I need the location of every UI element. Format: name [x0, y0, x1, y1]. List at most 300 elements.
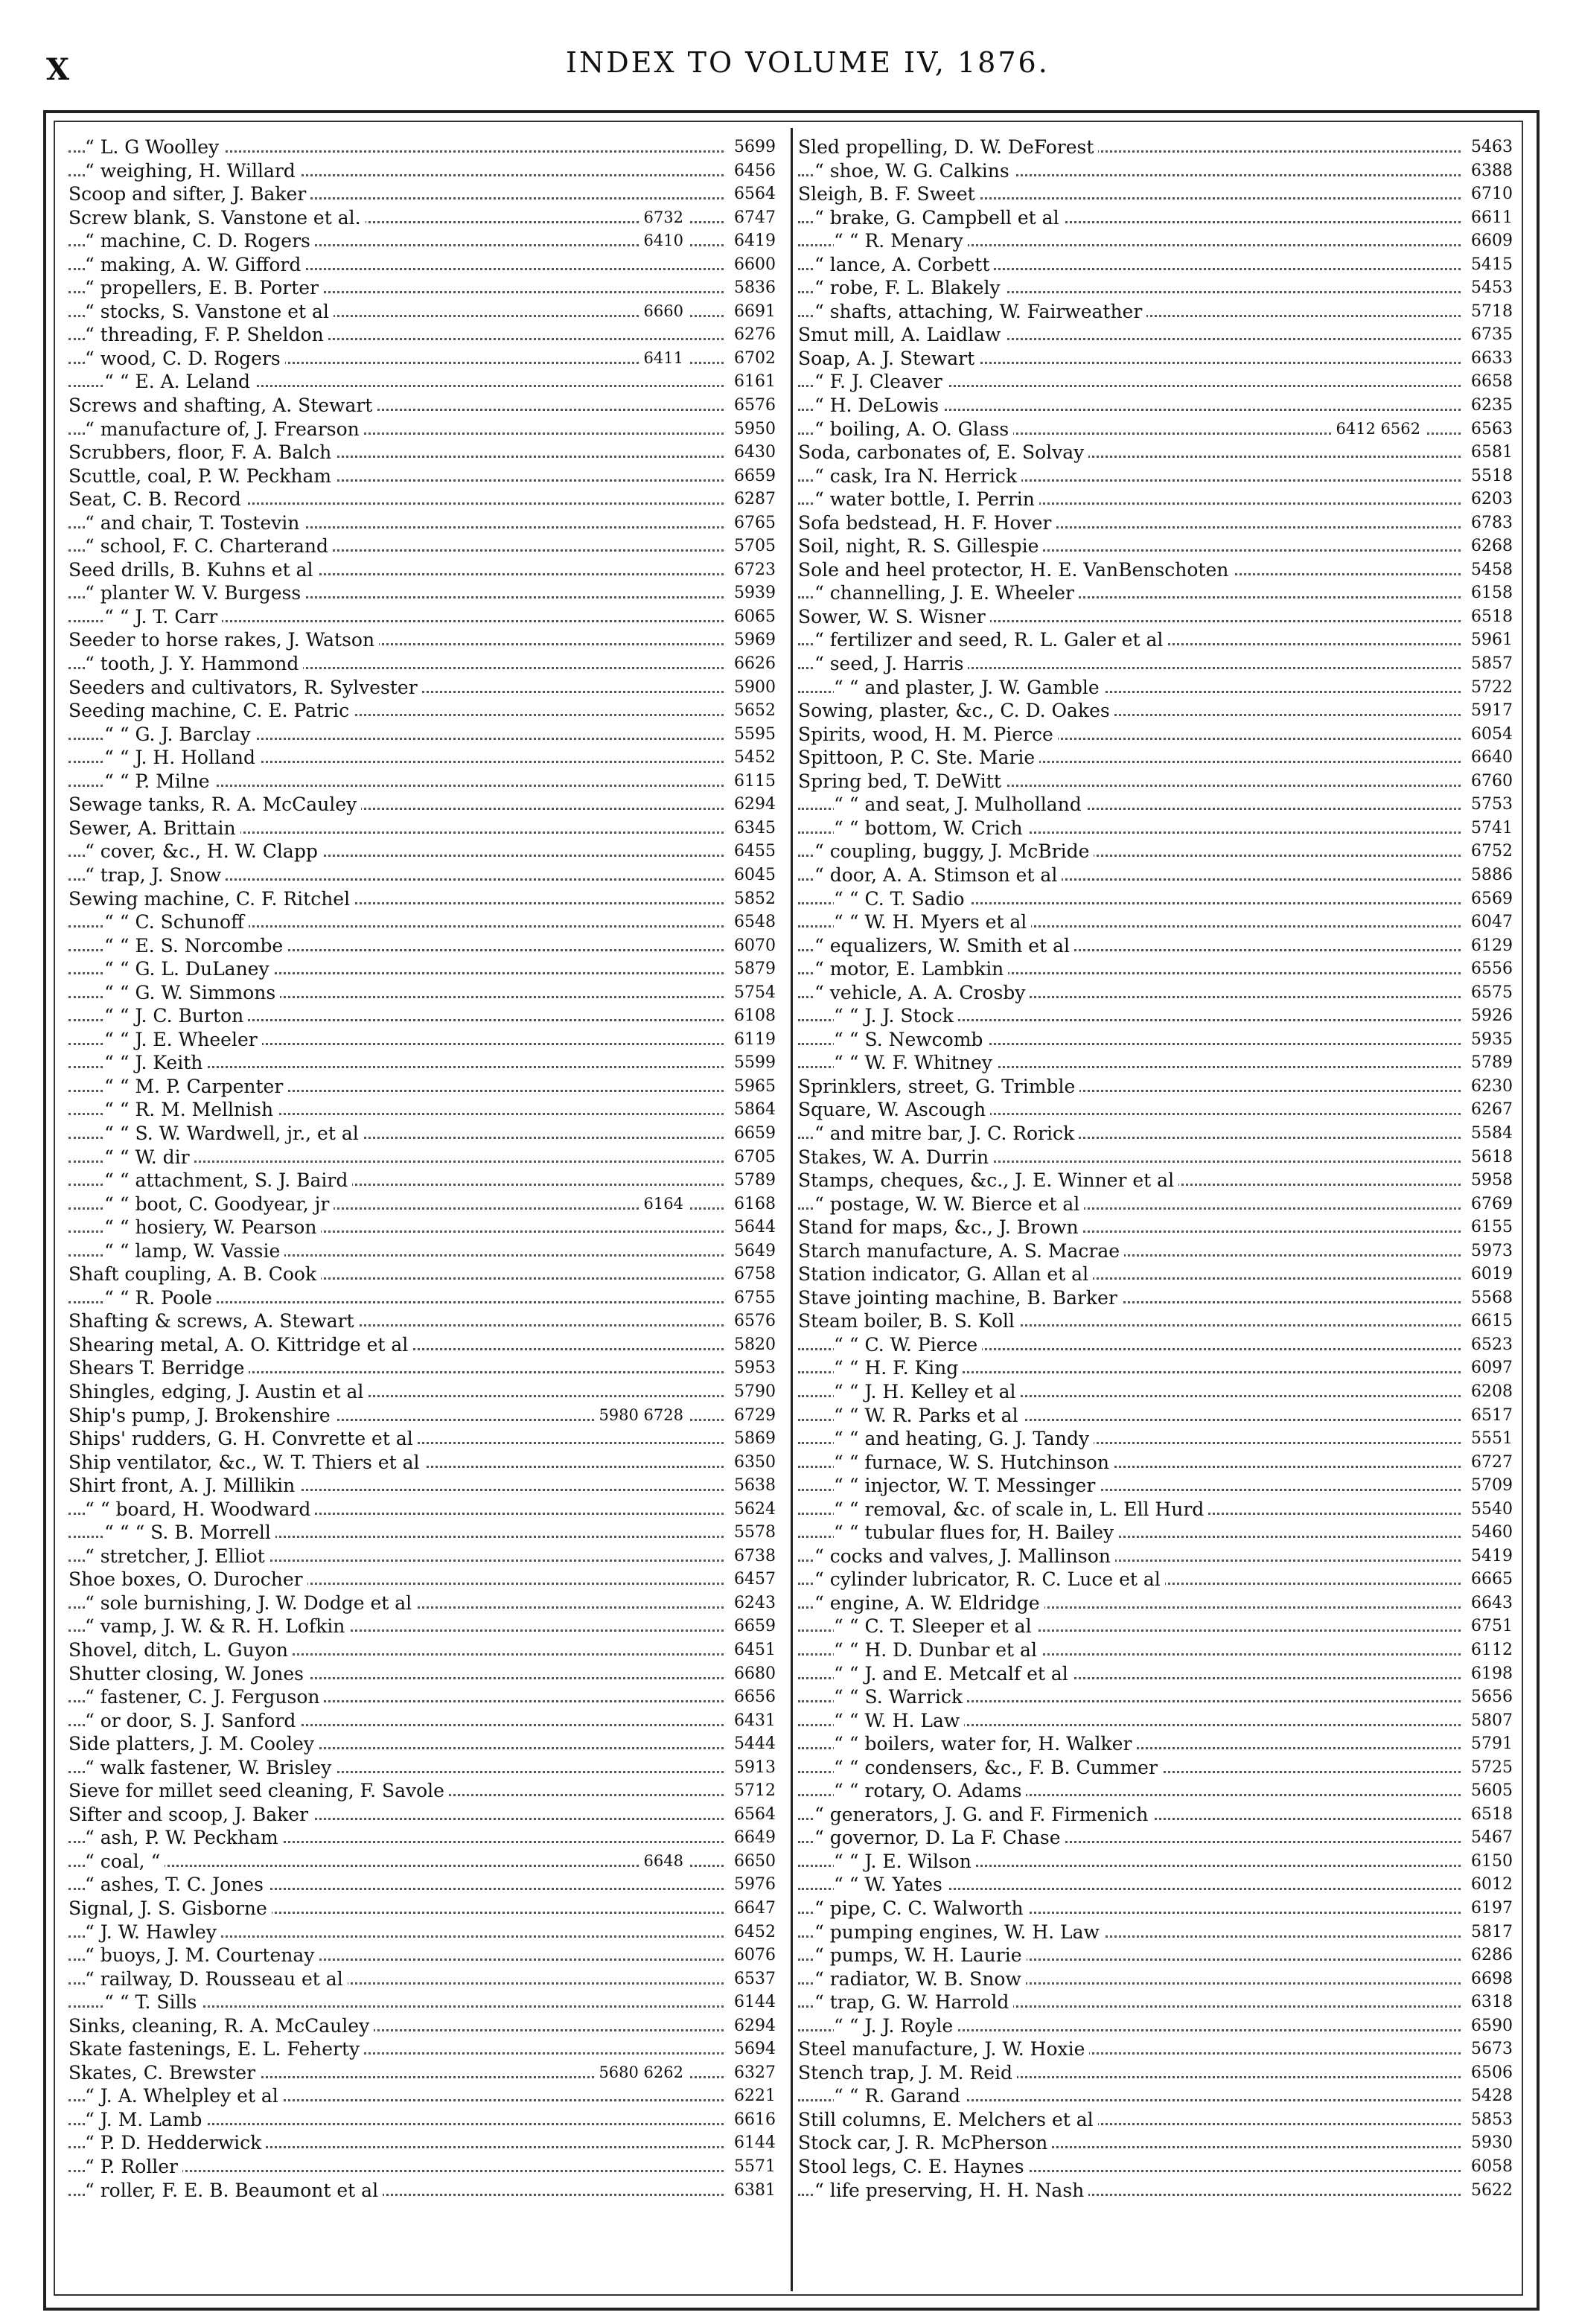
index-entry	[798, 934, 1513, 958]
index-entry	[68, 2084, 776, 2108]
index-entry	[798, 1756, 1513, 1780]
entry-text: Spring bed, T. DeWitt	[798, 770, 1006, 794]
entry-page-number: 5886	[1464, 863, 1513, 887]
index-entry	[798, 347, 1513, 371]
entry-text: “ “ W. Yates	[834, 1873, 947, 1897]
entry-page-number: 6564	[727, 182, 776, 206]
entry-page-number: 6243	[727, 1592, 776, 1615]
entry-text: “ threading, F. P. Sheldon	[85, 323, 328, 347]
entry-page-number: 5444	[727, 1732, 776, 1756]
entry-text: Spirits, wood, H. M. Pierce	[798, 723, 1058, 747]
entry-text: Stock car, J. R. McPherson	[798, 2131, 1052, 2155]
entry-page-number: 6680	[727, 1662, 776, 1686]
entry-text: “ propellers, E. B. Porter	[85, 276, 323, 300]
entry-text: “ trap, G. W. Harrold	[814, 1991, 1013, 2014]
entry-page-number: 5754	[727, 981, 776, 1005]
index-entry	[798, 206, 1513, 230]
entry-page-number: 6517	[1464, 1404, 1513, 1428]
index-entry	[798, 1568, 1513, 1592]
index-entry	[68, 1169, 776, 1193]
index-entry	[798, 699, 1513, 723]
entry-text: “ stocks, S. Vanstone et al	[85, 300, 334, 324]
entry-text: Seeder to horse rakes, J. Watson	[68, 628, 379, 652]
entry-text: “ “ J. J. Stock	[834, 1004, 958, 1028]
entry-text: “ “ and heating, G. J. Tandy	[834, 1427, 1094, 1451]
entry-page-number: 6381	[727, 2179, 776, 2203]
entry-text: “ brake, G. Campbell et al	[814, 206, 1064, 230]
entry-page-number: 5852	[727, 887, 776, 911]
entry-text: “ robe, F. L. Blakely	[814, 276, 1005, 300]
entry-text: Square, W. Ascough	[798, 1098, 990, 1122]
entry-extra-page: 6164	[639, 1193, 688, 1216]
entry-page-number: 5753	[1464, 793, 1513, 817]
entry-text: Starch manufacture, A. S. Macrae	[798, 1239, 1124, 1263]
entry-page-number: 5857	[1464, 652, 1513, 676]
index-entry	[798, 1051, 1513, 1075]
index-entry	[68, 1004, 776, 1028]
entry-text: “ “ removal, &c. of scale in, L. Ell Hurd	[834, 1498, 1208, 1522]
entry-text: “ “ J. E. Wheeler	[104, 1028, 262, 1052]
entry-page-number: 6548	[727, 910, 776, 934]
entry-page-number: 5725	[1464, 1756, 1513, 1780]
entry-text: Shearing metal, A. O. Kittridge et al	[68, 1333, 412, 1357]
entry-text: “ P. Roller	[85, 2155, 182, 2179]
index-entry	[798, 1075, 1513, 1099]
entry-page-number: 6633	[1464, 347, 1513, 371]
index-entry	[68, 1474, 776, 1498]
entry-page-number: 5741	[1464, 817, 1513, 840]
entry-page-number: 5453	[1464, 276, 1513, 300]
entry-text: “ postage, W. W. Bierce et al	[814, 1193, 1084, 1216]
entry-text: “ “ J. H. Holland	[104, 746, 260, 770]
entry-text: Sewer, A. Brittain	[68, 817, 240, 840]
entry-text: Stave jointing machine, B. Barker	[798, 1286, 1122, 1310]
index-entry	[798, 1592, 1513, 1615]
index-entry	[68, 1028, 776, 1052]
entry-text: Sower, W. S. Wisner	[798, 605, 990, 629]
entry-page-number: 6345	[727, 817, 776, 840]
index-entry	[68, 2131, 776, 2155]
index-entry	[68, 2061, 776, 2085]
entry-text: “ governor, D. La F. Chase	[814, 1826, 1065, 1850]
entry-page-number: 6286	[1464, 1944, 1513, 1967]
entry-text: “ fastener, C. J. Ferguson	[85, 1685, 324, 1709]
entry-text: “ “ furnace, W. S. Hutchinson	[834, 1451, 1114, 1475]
index-entry	[68, 746, 776, 770]
entry-extra-page: 6732	[639, 206, 688, 230]
entry-page-number: 5722	[1464, 676, 1513, 700]
index-entry	[798, 2108, 1513, 2132]
entry-text: Sewage tanks, R. A. McCauley	[68, 793, 361, 817]
entry-page-number: 6198	[1464, 1662, 1513, 1686]
entry-text: “ making, A. W. Gifford	[85, 253, 305, 277]
entry-text: “ “ injector, W. T. Messinger	[834, 1474, 1100, 1498]
index-entry	[68, 1098, 776, 1122]
entry-text: “ “ R. Menary	[834, 229, 968, 253]
entry-page-number: 5790	[727, 1380, 776, 1404]
entry-page-number: 5649	[727, 1239, 776, 1263]
entry-text: Still columns, E. Melchers et al	[798, 2108, 1098, 2132]
entry-page-number: 5419	[1464, 1545, 1513, 1568]
entry-page-number: 6287	[727, 488, 776, 511]
entry-text: “ “ G. W. Simmons	[104, 981, 280, 1005]
index-entry	[68, 1427, 776, 1451]
entry-text: “ “ bottom, W. Crich	[834, 817, 1027, 840]
index-entry	[798, 1146, 1513, 1169]
entry-page-number: 5578	[727, 1521, 776, 1545]
entry-page-number: 6659	[727, 1122, 776, 1146]
entry-text: Soil, night, R. S. Gillespie	[798, 534, 1043, 558]
index-entry	[68, 1075, 776, 1099]
entry-page-number: 5568	[1464, 1286, 1513, 1310]
index-entry	[68, 1521, 776, 1545]
entry-page-number: 6747	[727, 206, 776, 230]
entry-text: “ radiator, W. B. Snow	[814, 1967, 1026, 1991]
index-entry	[68, 887, 776, 911]
entry-text: “ “ J. H. Kelley et al	[834, 1380, 1020, 1404]
entry-page-number: 6350	[727, 1451, 776, 1475]
index-entry	[68, 1498, 776, 1522]
entry-text: “ door, A. A. Stimson et al	[814, 863, 1062, 887]
entry-text: Soap, A. J. Stewart	[798, 347, 979, 371]
entry-page-number: 6451	[727, 1638, 776, 1662]
entry-page-number: 5976	[727, 1873, 776, 1897]
index-entry	[798, 628, 1513, 652]
index-entry	[798, 1803, 1513, 1827]
index-entry	[68, 534, 776, 558]
entry-page-number: 6318	[1464, 1991, 1513, 2014]
entry-page-number: 5973	[1464, 1239, 1513, 1263]
index-entry	[798, 1826, 1513, 1850]
index-entry	[68, 1944, 776, 1967]
index-entry	[68, 676, 776, 700]
index-entry	[798, 229, 1513, 253]
entry-text: “ machine, C. D. Rogers	[85, 229, 315, 253]
entry-page-number: 5953	[727, 1356, 776, 1380]
index-entry	[68, 817, 776, 840]
entry-text: Scoop and sifter, J. Baker	[68, 182, 310, 206]
entry-text: Skate fastenings, E. L. Feherty	[68, 2037, 364, 2061]
entry-page-number: 6431	[727, 1709, 776, 1733]
entry-text: Sewing machine, C. F. Ritchel	[68, 887, 354, 911]
entry-text: Stakes, W. A. Durrin	[798, 1146, 993, 1169]
entry-page-number: 5618	[1464, 1146, 1513, 1169]
entry-text: “ J. W. Hawley	[85, 1921, 221, 1944]
index-entry	[798, 605, 1513, 629]
entry-page-number: 6430	[727, 441, 776, 465]
index-entry	[68, 1051, 776, 1075]
index-entry	[798, 1709, 1513, 1733]
index-entry	[68, 1451, 776, 1475]
entry-text: Side platters, J. M. Cooley	[68, 1732, 319, 1756]
index-entry	[68, 511, 776, 535]
index-entry	[798, 253, 1513, 277]
index-entry	[68, 1262, 776, 1286]
index-entry	[798, 1991, 1513, 2014]
index-entry	[798, 1779, 1513, 1803]
entry-text: Sifter and scoop, J. Baker	[68, 1803, 313, 1827]
entry-page-number: 6643	[1464, 1592, 1513, 1615]
entry-text: “ F. J. Cleaver	[814, 370, 947, 394]
entry-text: “ school, F. C. Charterand	[85, 534, 333, 558]
entry-page-number: 6616	[727, 2108, 776, 2132]
entry-page-number: 5807	[1464, 1709, 1513, 1733]
entry-page-number: 6581	[1464, 441, 1513, 465]
entry-page-number: 5789	[1464, 1051, 1513, 1075]
entry-page-number: 6045	[727, 863, 776, 887]
entry-text: “ trap, J. Snow	[85, 863, 226, 887]
entry-text: “ “ C. Schunoff	[104, 910, 249, 934]
index-entry	[68, 1122, 776, 1146]
entry-page-number: 5595	[727, 723, 776, 747]
index-entry	[68, 1709, 776, 1733]
entry-page-number: 6569	[1464, 887, 1513, 911]
index-entry	[798, 887, 1513, 911]
index-entry	[798, 1521, 1513, 1545]
index-entry	[798, 418, 1513, 441]
index-entry	[68, 1333, 776, 1357]
index-entry	[798, 1356, 1513, 1380]
entry-page-number: 5518	[1464, 465, 1513, 488]
index-entry	[68, 957, 776, 981]
entry-page-number: 6765	[727, 511, 776, 535]
entry-page-number: 6065	[727, 605, 776, 629]
entry-page-number: 6294	[727, 793, 776, 817]
index-entry	[68, 1756, 776, 1780]
entry-text: “ “ hosiery, W. Pearson	[104, 1216, 321, 1239]
index-entry	[798, 1028, 1513, 1052]
entry-page-number: 6647	[727, 1897, 776, 1921]
index-entry	[798, 1474, 1513, 1498]
entry-page-number: 5644	[727, 1216, 776, 1239]
index-entry	[68, 1356, 776, 1380]
index-entry	[68, 699, 776, 723]
index-entry	[798, 2179, 1513, 2203]
index-entry	[798, 394, 1513, 418]
index-entry	[68, 1921, 776, 1944]
entry-text: Ship ventilator, &c., W. T. Thiers et al	[68, 1451, 424, 1475]
index-entry	[798, 135, 1513, 159]
entry-page-number: 5584	[1464, 1122, 1513, 1146]
entry-text: Seeding machine, C. E. Patric	[68, 699, 354, 723]
index-entry	[798, 1427, 1513, 1451]
entry-page-number: 6168	[727, 1193, 776, 1216]
index-entry	[798, 323, 1513, 347]
entry-page-number: 6640	[1464, 746, 1513, 770]
entry-page-number: 6076	[727, 1944, 776, 1967]
left-index-column	[68, 135, 776, 2202]
entry-text: “ “ S. W. Wardwell, jr., et al	[104, 1122, 363, 1146]
entry-text: Shingles, edging, J. Austin et al	[68, 1380, 368, 1404]
index-entry	[798, 2155, 1513, 2179]
index-entry	[68, 1967, 776, 1991]
index-entry	[68, 1239, 776, 1263]
entry-page-number: 6108	[727, 1004, 776, 1028]
entry-text: Seeders and cultivators, R. Sylvester	[68, 676, 422, 700]
entry-text: “ manufacture of, J. Frearson	[85, 418, 364, 441]
entry-text: “ pumps, W. H. Laurie	[814, 1944, 1027, 1967]
entry-text: “ life preserving, H. H. Nash	[814, 2179, 1088, 2203]
entry-page-number: 6576	[727, 1309, 776, 1333]
entry-page-number: 5705	[727, 534, 776, 558]
entry-text: “ “ E. S. Norcombe	[104, 934, 287, 958]
entry-text: “ buoys, J. M. Courtenay	[85, 1944, 319, 1967]
entry-text: “ engine, A. W. Eldridge	[814, 1592, 1044, 1615]
entry-text: Shafting & screws, A. Stewart	[68, 1309, 359, 1333]
index-entry	[798, 723, 1513, 747]
index-entry	[68, 1615, 776, 1638]
index-entry	[68, 182, 776, 206]
entry-text: “ “ H. F. King	[834, 1356, 963, 1380]
entry-page-number: 6518	[1464, 1803, 1513, 1827]
entry-text: “ “ J. C. Burton	[104, 1004, 248, 1028]
entry-page-number: 5540	[1464, 1498, 1513, 1522]
entry-page-number: 5428	[1464, 2084, 1513, 2108]
page-letter: X	[46, 52, 71, 87]
index-entry	[68, 2014, 776, 2038]
entry-page-number: 6691	[727, 300, 776, 324]
index-entry	[68, 1803, 776, 1827]
entry-page-number: 6665	[1464, 1568, 1513, 1592]
index-entry	[798, 1004, 1513, 1028]
entry-page-number: 6563	[1464, 418, 1513, 441]
entry-page-number: 6752	[1464, 840, 1513, 863]
entry-text: “ coal, “	[85, 1850, 165, 1874]
index-entry	[798, 981, 1513, 1005]
index-entry	[798, 1545, 1513, 1568]
index-entry	[798, 957, 1513, 981]
entry-text: “ “ condensers, &c., F. B. Cummer	[834, 1756, 1162, 1780]
entry-text: “ sole burnishing, J. W. Dodge et al	[85, 1592, 416, 1615]
entry-page-number: 6659	[727, 1615, 776, 1638]
index-entry	[798, 159, 1513, 183]
entry-text: “ equalizers, W. Smith et al	[814, 934, 1074, 958]
index-entry	[68, 1309, 776, 1333]
index-entry	[798, 2037, 1513, 2061]
entry-extra-page: 5980 6728	[594, 1404, 688, 1428]
index-entry	[798, 1098, 1513, 1122]
entry-extra-page: 6412 6562	[1331, 418, 1425, 441]
entry-text: “ “ lamp, W. Vassie	[104, 1239, 284, 1263]
index-entry	[68, 1991, 776, 2014]
entry-text: “ L. G Woolley	[85, 135, 223, 159]
entry-page-number: 6506	[1464, 2061, 1513, 2085]
entry-page-number: 6649	[727, 1826, 776, 1850]
entry-page-number: 5718	[1464, 300, 1513, 324]
entry-page-number: 6611	[1464, 206, 1513, 230]
index-entry	[798, 770, 1513, 794]
index-entry	[798, 1309, 1513, 1333]
entry-text: “ “ “ S. B. Morrell	[104, 1521, 275, 1545]
index-entry	[68, 770, 776, 794]
index-entry	[798, 1122, 1513, 1146]
entry-text: “ seed, J. Harris	[814, 652, 968, 676]
index-entry	[68, 229, 776, 253]
entry-page-number: 6556	[1464, 957, 1513, 981]
index-entry	[68, 418, 776, 441]
index-entry	[68, 863, 776, 887]
entry-page-number: 5817	[1464, 1921, 1513, 1944]
entry-text: Sowing, plaster, &c., C. D. Oakes	[798, 699, 1114, 723]
index-entry	[798, 1732, 1513, 1756]
index-entry	[798, 2131, 1513, 2155]
entry-text: “ “ C. W. Pierce	[834, 1333, 982, 1357]
entry-page-number: 6600	[727, 253, 776, 277]
index-entry	[68, 1779, 776, 1803]
entry-text: “ coupling, buggy, J. McBride	[814, 840, 1094, 863]
index-entry	[798, 182, 1513, 206]
entry-page-number: 5599	[727, 1051, 776, 1075]
entry-text: “ weighing, H. Willard	[85, 159, 300, 183]
entry-text: “ “ C. T. Sleeper et al	[834, 1615, 1036, 1638]
entry-page-number: 5864	[727, 1098, 776, 1122]
index-entry	[68, 1850, 776, 1874]
entry-text: “ “ E. A. Leland	[104, 370, 255, 394]
entry-text: “ shafts, attaching, W. Fairweather	[814, 300, 1146, 324]
entry-text: “ boiling, A. O. Glass	[814, 418, 1013, 441]
entry-page-number: 6760	[1464, 770, 1513, 794]
entry-text: “ “ S. Newcomb	[834, 1028, 987, 1052]
entry-text: Smut mill, A. Laidlaw	[798, 323, 1005, 347]
entry-text: Sieve for millet seed cleaning, F. Savole	[68, 1779, 449, 1803]
entry-page-number: 5463	[1464, 135, 1513, 159]
entry-text: “ or door, S. J. Sanford	[85, 1709, 300, 1733]
entry-text: Screw blank, S. Vanstone et al.	[68, 206, 366, 230]
entry-page-number: 6710	[1464, 182, 1513, 206]
index-entry	[798, 1262, 1513, 1286]
entry-text: “ J. A. Whelpley et al	[85, 2084, 283, 2108]
entry-text: “ “ and seat, J. Mulholland	[834, 793, 1086, 817]
entry-text: “ “ rotary, O. Adams	[834, 1779, 1026, 1803]
index-entry	[798, 1873, 1513, 1897]
index-entry	[798, 1169, 1513, 1193]
index-entry	[68, 441, 776, 465]
entry-text: “ tooth, J. Y. Hammond	[85, 652, 303, 676]
entry-text: Spittoon, P. C. Ste. Marie	[798, 746, 1039, 770]
entry-extra-page: 6410	[639, 229, 688, 253]
entry-text: “ “ W. dir	[104, 1146, 194, 1169]
entry-page-number: 6268	[1464, 534, 1513, 558]
entry-extra-page: 6660	[639, 300, 688, 324]
index-entry	[798, 1498, 1513, 1522]
index-entry	[68, 1873, 776, 1897]
entry-page-number: 6097	[1464, 1356, 1513, 1380]
entry-page-number: 5935	[1464, 1028, 1513, 1052]
entry-page-number: 6650	[727, 1850, 776, 1874]
entry-text: “ lance, A. Corbett	[814, 253, 994, 277]
index-entry	[68, 1216, 776, 1239]
index-entry	[798, 1921, 1513, 1944]
entry-page-number: 6047	[1464, 910, 1513, 934]
entry-text: “ “ boot, C. Goodyear, jr	[104, 1193, 334, 1216]
index-entry	[798, 2061, 1513, 2085]
entry-page-number: 6294	[727, 2014, 776, 2038]
entry-page-number: 6698	[1464, 1967, 1513, 1991]
index-entry	[798, 558, 1513, 582]
entry-text: Stamps, cheques, &c., J. E. Winner et al	[798, 1169, 1178, 1193]
entry-page-number: 6702	[727, 347, 776, 371]
index-entry	[798, 652, 1513, 676]
entry-page-number: 6019	[1464, 1262, 1513, 1286]
entry-text: “ “ attachment, S. J. Baird	[104, 1169, 352, 1193]
entry-page-number: 6729	[727, 1404, 776, 1428]
entry-text: “ cylinder lubricator, R. C. Luce et al	[814, 1568, 1165, 1592]
entry-page-number: 6267	[1464, 1098, 1513, 1122]
entry-text: “ cocks and valves, J. Mallinson	[814, 1545, 1115, 1568]
entry-text: Shoe boxes, O. Durocher	[68, 1568, 307, 1592]
entry-page-number: 6755	[727, 1286, 776, 1310]
column-divider	[791, 128, 793, 2291]
